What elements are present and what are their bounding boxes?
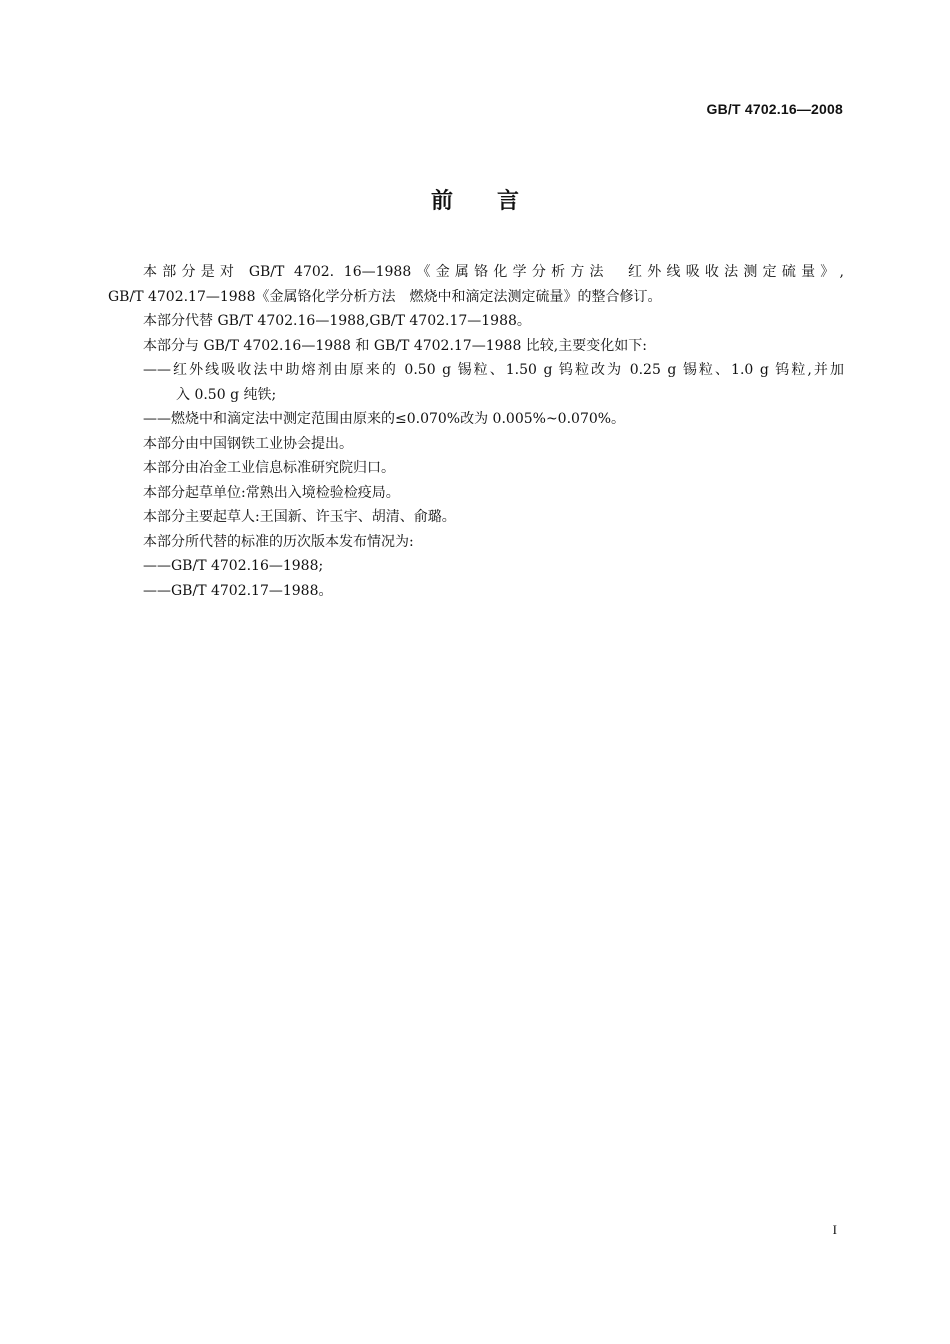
change-item-2: ——燃烧中和滴定法中测定范围由原来的≤0.070%改为 0.005%~0.070%。 [143, 411, 626, 427]
paragraph-revision-line-1 [108, 260, 844, 285]
page-title: 前 言 [430, 189, 519, 214]
paragraph-proposer: 本部分由中国钢铁工业协会提出。 [143, 435, 353, 452]
change-item-1-line-1 [108, 358, 844, 383]
change-item-1-line-2: 入 0.50 g 纯铁; [176, 386, 277, 403]
paragraph-drafters: 本部分主要起草人:王国新、许玉宇、胡清、俞璐。 [143, 509, 456, 525]
history-item-1: ——GB/T 4702.16—1988; [143, 558, 324, 574]
document-body [108, 260, 844, 603]
page-number: I [832, 1222, 837, 1237]
paragraph-drafting-unit: 本部分起草单位:常熟出入境检验检疫局。 [143, 484, 400, 501]
paragraph-comparison: 本部分与 GB/T 4702.16—1988 和 GB/T 4702.17—1988 比较,主要变化如下: [143, 337, 647, 354]
paragraph-text: 本部分是对 GB/T 4702. 16—1988《金属铬化学分析方法 红外线吸收法测定硫量》, [143, 264, 844, 280]
paragraph-history-intro: 本部分所代替的标准的历次版本发布情况为: [143, 533, 414, 550]
paragraph-revision-line-2: GB/T 4702.17—1988《金属铬化学分析方法 燃烧中和滴定法测定硫量》的整合修订。 [108, 288, 662, 305]
history-item-2: ——GB/T 4702.17—1988。 [143, 582, 333, 599]
change-item-text: ——红外线吸收法中助熔剂由原来的 0.50 g 锡粒、1.50 g 钨粒改为 0.25 g 锡粒、1.0 g 钨粒,并加 [143, 362, 844, 378]
standard-number: GB/T 4702.16—2008 [706, 101, 843, 117]
paragraph-centralized-by: 本部分由冶金工业信息标准研究院归口。 [143, 460, 395, 476]
paragraph-replaces: 本部分代替 GB/T 4702.16—1988,GB/T 4702.17—1988。 [143, 313, 531, 329]
